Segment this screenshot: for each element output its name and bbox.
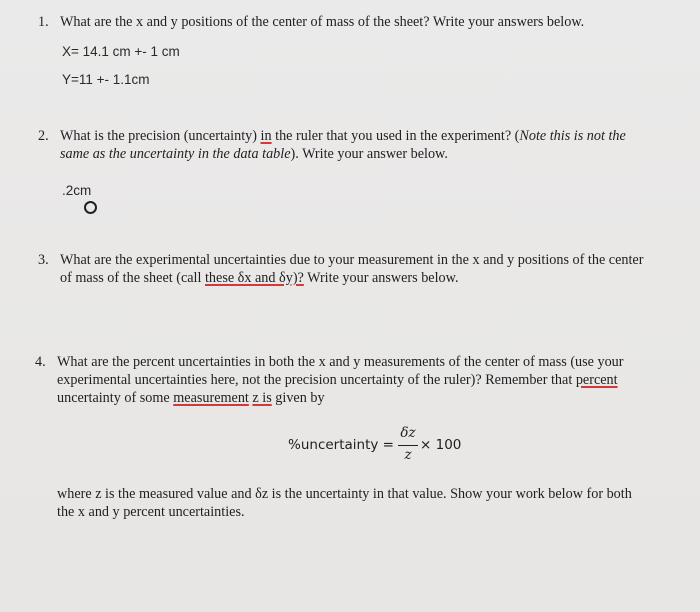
- question-line: [60, 127, 670, 145]
- question-line: [57, 389, 677, 407]
- radio-circle-icon: [84, 201, 97, 214]
- formula-denominator: z: [404, 447, 412, 463]
- underlined-word: percent: [575, 372, 618, 388]
- question-number: 2.: [38, 128, 49, 144]
- question-text: [60, 251, 680, 287]
- text-run: of mass of the sheet (call: [60, 270, 205, 286]
- text-run: the ruler that you used in the experiment? (: [271, 128, 520, 144]
- text-run: Write your answers below.: [303, 270, 459, 286]
- answer-precision: .2cm: [62, 183, 92, 198]
- underlined-phrase: these δx and δy)?: [204, 270, 304, 286]
- underlined-word: measurement: [173, 390, 249, 406]
- text-run: given by: [271, 390, 325, 406]
- text-run: ). Write your answer below.: [290, 146, 448, 162]
- question-text: What are the x and y positions of the center of mass of the sheet? Write your answers below.: [60, 14, 585, 30]
- question-text: [60, 127, 670, 163]
- question-number: 4.: [35, 354, 46, 370]
- question-text: [57, 353, 677, 407]
- question-line: where z is the measured value and δz is the uncertainty in that value. Show your work below for both: [57, 486, 632, 502]
- question-line: [57, 371, 677, 389]
- question-number: 1.: [38, 14, 49, 30]
- italic-note: same as the uncertainty in the data table: [60, 146, 291, 162]
- question-line: What are the percent uncertainties in both the x and y measurements of the center of mass (use your: [57, 354, 624, 370]
- text-run: experimental uncertainties here, not the precision uncertainty of the ruler)? Remember that: [57, 372, 576, 388]
- answer-y: Y=11 +- 1.1cm: [62, 72, 150, 87]
- answer-x: X= 14.1 cm +- 1 cm: [62, 44, 180, 59]
- underlined-phrase: z is: [252, 390, 272, 406]
- question-line: [60, 145, 670, 163]
- question-line: the x and y percent uncertainties.: [57, 504, 245, 520]
- italic-note: Note this is not the: [519, 128, 626, 144]
- underlined-word: in: [260, 128, 272, 144]
- question-line: [60, 269, 680, 287]
- question-4-continued: [57, 485, 677, 521]
- formula-multiplier: × 100: [420, 437, 462, 453]
- fraction-bar: [398, 445, 418, 446]
- question-line: What are the experimental uncertainties due to your measurement in the x and y positions of the center: [60, 252, 644, 268]
- formula-label: %uncertainty =: [288, 437, 394, 453]
- text-run: uncertainty of some: [57, 390, 174, 406]
- question-number: 3.: [38, 252, 49, 268]
- text-run: What is the precision (uncertainty): [60, 128, 261, 144]
- formula-numerator: δz: [400, 425, 416, 441]
